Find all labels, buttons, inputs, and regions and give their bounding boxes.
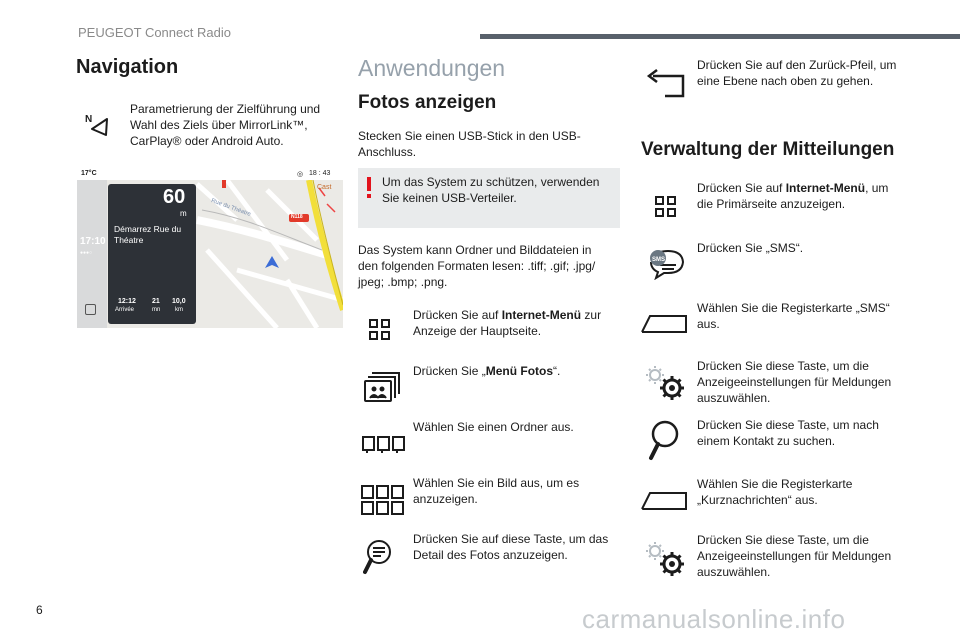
fotos-heading: Fotos anzeigen: [358, 92, 497, 113]
header-rule: [480, 34, 960, 39]
minutes-label: mn: [152, 307, 161, 313]
guidance-instruction: Démarrez Rue du Théatre: [114, 224, 182, 245]
mitteilungen-step-6: Wählen Sie die Registerkarte „Kurznachrichten“ aus.: [697, 477, 853, 507]
mitteilungen-step-3: Wählen Sie die Registerkarte „SMS“ aus.: [697, 301, 890, 331]
navigation-arrow-icon: [84, 112, 110, 138]
mitteilungen-step-5: Drücken Sie diese Taste, um nach einem Kontakt zu suchen.: [697, 418, 879, 448]
warning-icon: [367, 177, 371, 191]
fotos-step-3: Wählen Sie einen Ordner aus.: [413, 420, 574, 434]
running-header: PEUGEOT Connect Radio: [78, 25, 231, 40]
folders-icon: [362, 436, 406, 454]
anwendungen-heading: Anwendungen: [358, 55, 506, 81]
remaining-minutes: 21: [152, 298, 160, 305]
formats-text: Das System kann Ordner und Bilddateien in den folgenden Formaten lesen: .tiff; .gif; .jpg/ jpeg; .bmp; .png.: [358, 243, 596, 289]
warning-icon-dot: [367, 194, 371, 198]
screenshot-sidebar: [77, 180, 107, 328]
warning-text: Um das System zu schützen, verwenden Sie keinen USB-Verteiler.: [382, 175, 600, 205]
back-text: Drücken Sie auf den Zurück-Pfeil, um eine Ebene nach oben zu gehen.: [697, 58, 897, 88]
mitteilungen-step-7: Drücken Sie diese Taste, um die Anzeigeeinstellungen für Meldungen auszuwählen.: [697, 533, 892, 579]
guidance-distance: 60: [163, 186, 186, 208]
sms-icon: [648, 248, 686, 280]
map-place-label: Cast: [317, 184, 332, 191]
watermark: carmanualsonline.info: [582, 604, 846, 634]
thumbnails-icon: [361, 485, 405, 515]
sidebar-time: 17:10: [80, 236, 106, 247]
map-street-label: Rue du Théatre: [210, 198, 252, 218]
fotos-step-2: Drücken Sie „Menü Fotos“.: [413, 364, 561, 378]
gps-icon: ◎: [297, 171, 304, 178]
arrival-time: 12:12: [118, 298, 136, 305]
mitteilungen-step-1: Drücken Sie auf Internet-Menü, um die Primärseite anzuzeigen.: [697, 181, 889, 211]
screenshot-temperature: 17°C: [81, 170, 97, 177]
back-arrow-icon: [645, 66, 687, 98]
guidance-distance-unit: m: [180, 209, 187, 218]
guidance-card: [108, 184, 196, 324]
grid-icon: [654, 195, 678, 219]
fotos-step-1: Drücken Sie auf Internet-Menü zur Anzeige der Hauptseite.: [413, 308, 602, 338]
page-number: 6: [36, 603, 43, 617]
screenshot-status-bar: [77, 168, 343, 180]
arrival-label: Arrivée: [115, 307, 135, 313]
svg-text:N: N: [85, 114, 93, 125]
usb-text: Stecken Sie einen USB-Stick in den USB-Anschluss.: [358, 129, 581, 159]
navigation-screenshot: [77, 168, 343, 328]
fotos-step-5: Drücken Sie auf diese Taste, um das Detail des Fotos anzuzeigen.: [413, 532, 609, 562]
mitteilungen-heading: Verwaltung der Mitteilungen: [641, 139, 895, 160]
tab-icon: [640, 312, 688, 334]
photo-menu-icon: [364, 372, 400, 402]
km-label: km: [175, 307, 183, 313]
navigation-heading: Navigation: [76, 56, 179, 78]
detail-zoom-icon: [363, 538, 393, 578]
mitteilungen-step-2: Drücken Sie „SMS“.: [697, 241, 804, 255]
screenshot-clock: 18 : 43: [309, 170, 331, 177]
remaining-km: 10,0: [172, 298, 186, 305]
signal-dots-icon: ●●●○: [80, 250, 93, 256]
tab-icon: [640, 489, 688, 511]
mitteilungen-step-4: Drücken Sie diese Taste, um die Anzeigeeinstellungen für Meldungen auszuwählen.: [697, 359, 892, 405]
settings-icon: [644, 540, 690, 580]
home-square-icon[interactable]: [85, 304, 96, 315]
settings-icon: [644, 364, 690, 404]
svg-text:SMS: SMS: [652, 257, 666, 263]
navigation-text: Parametrierung der Zielführung und Wahl des Ziels über MirrorLink™, CarPlay® oder Android Auto.: [130, 102, 321, 148]
fotos-step-4: Wählen Sie ein Bild aus, um es anzuzeigen.: [413, 476, 580, 506]
search-icon: [648, 420, 680, 464]
road-badge: N118: [291, 214, 303, 220]
grid-icon: [368, 318, 392, 342]
